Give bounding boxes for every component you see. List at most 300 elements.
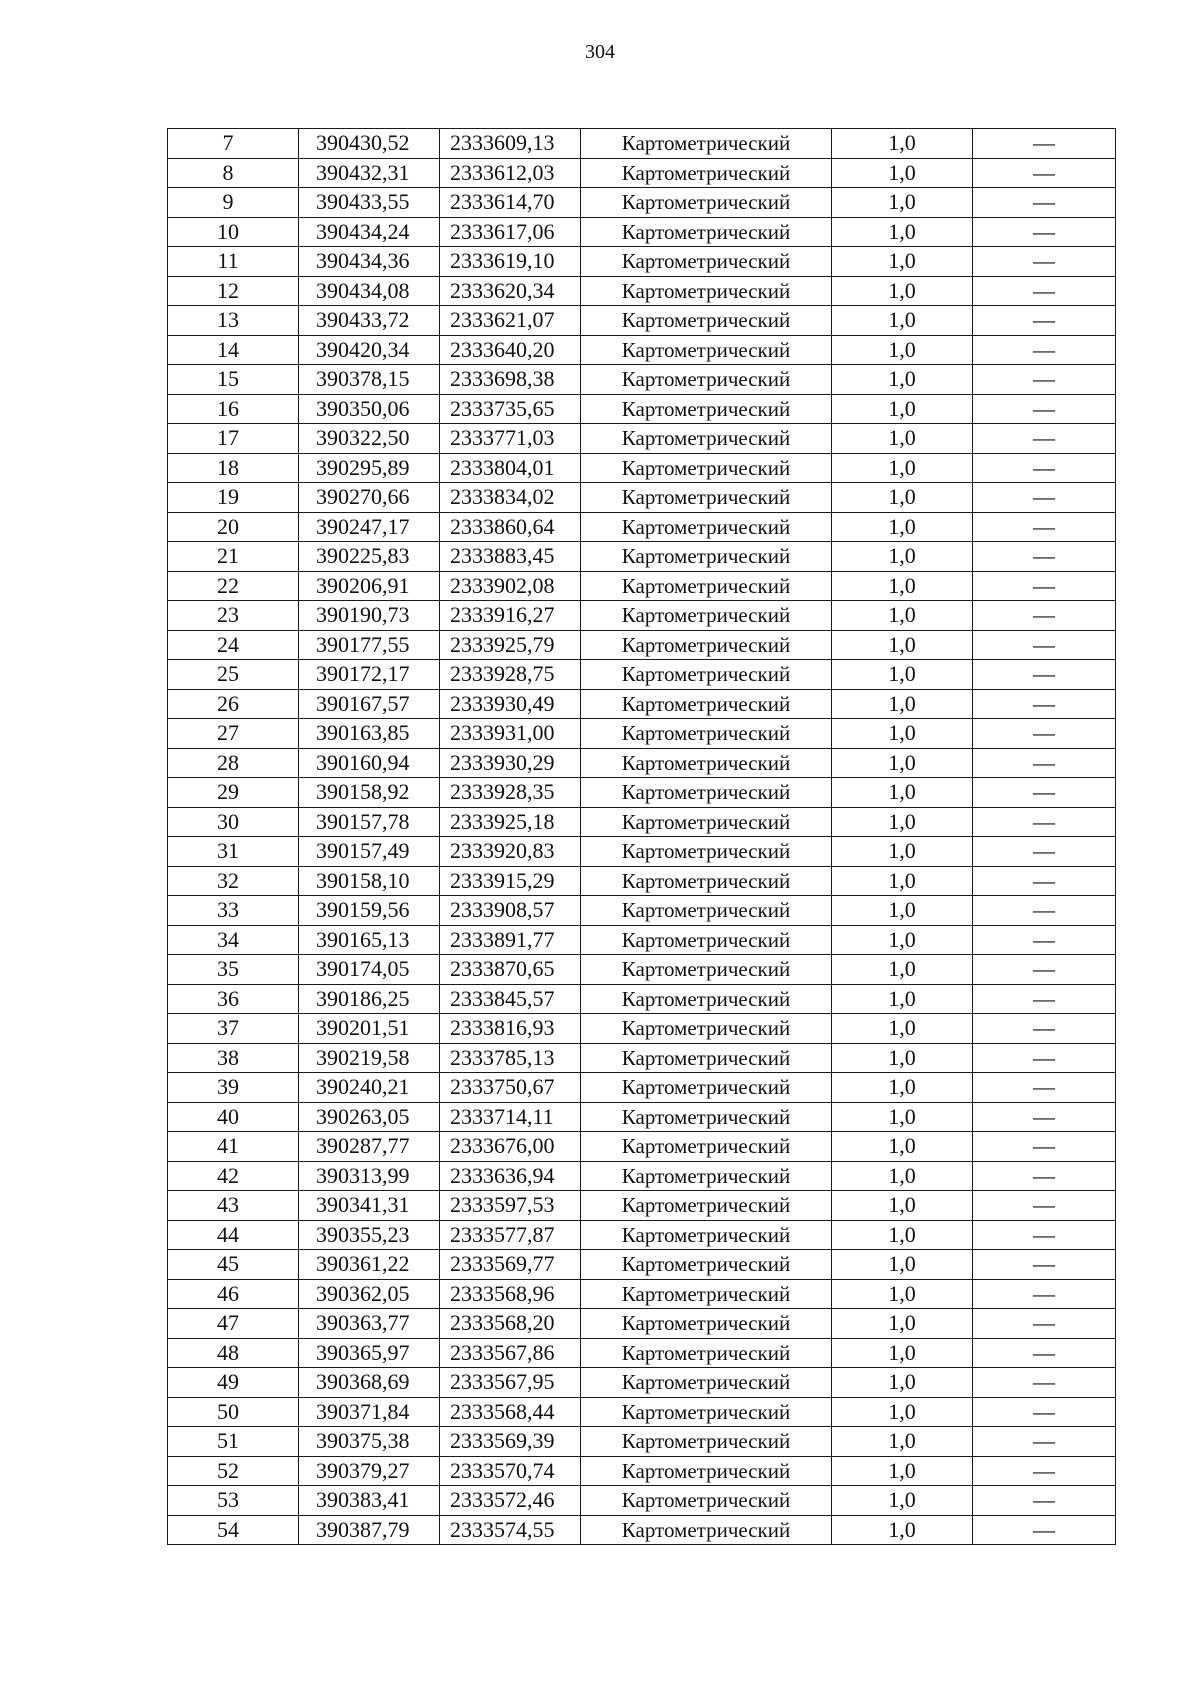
point-number-cell: 16 [168,394,299,424]
accuracy-cell: 1,0 [832,306,973,336]
x-coordinate-cell: 390350,06 [299,394,440,424]
note-cell: — [973,542,1116,572]
method-cell: Картометрический [581,984,832,1014]
accuracy-cell: 1,0 [832,1338,973,1368]
point-number-cell: 54 [168,1515,299,1545]
coordinates-table-body [168,129,1116,1545]
method-cell: Картометрический [581,512,832,542]
accuracy-cell: 1,0 [832,837,973,867]
x-coordinate-cell: 390158,10 [299,866,440,896]
method-cell: Картометрический [581,306,832,336]
note-cell: — [973,1220,1116,1250]
table-row [168,217,1116,247]
note-cell: — [973,1073,1116,1103]
table-row [168,719,1116,749]
method-cell: Картометрический [581,748,832,778]
note-cell: — [973,601,1116,631]
note-cell: — [973,1043,1116,1073]
method-cell: Картометрический [581,1220,832,1250]
note-cell: — [973,424,1116,454]
x-coordinate-cell: 390167,57 [299,689,440,719]
note-cell: — [973,984,1116,1014]
point-number-cell: 34 [168,925,299,955]
y-coordinate-cell: 2333870,65 [440,955,581,985]
y-coordinate-cell: 2333612,03 [440,158,581,188]
y-coordinate-cell: 2333883,45 [440,542,581,572]
table-row [168,630,1116,660]
table-row [168,1191,1116,1221]
point-number-cell: 31 [168,837,299,867]
note-cell: — [973,896,1116,926]
table-row [168,542,1116,572]
accuracy-cell: 1,0 [832,247,973,277]
x-coordinate-cell: 390433,55 [299,188,440,218]
method-cell: Картометрический [581,630,832,660]
point-number-cell: 39 [168,1073,299,1103]
accuracy-cell: 1,0 [832,1486,973,1516]
accuracy-cell: 1,0 [832,1102,973,1132]
note-cell: — [973,660,1116,690]
y-coordinate-cell: 2333567,95 [440,1368,581,1398]
method-cell: Картометрический [581,1132,832,1162]
x-coordinate-cell: 390186,25 [299,984,440,1014]
y-coordinate-cell: 2333771,03 [440,424,581,454]
method-cell: Картометрический [581,1486,832,1516]
accuracy-cell: 1,0 [832,1132,973,1162]
y-coordinate-cell: 2333931,00 [440,719,581,749]
y-coordinate-cell: 2333860,64 [440,512,581,542]
x-coordinate-cell: 390174,05 [299,955,440,985]
y-coordinate-cell: 2333619,10 [440,247,581,277]
table-row [168,306,1116,336]
point-number-cell: 18 [168,453,299,483]
y-coordinate-cell: 2333568,20 [440,1309,581,1339]
x-coordinate-cell: 390225,83 [299,542,440,572]
method-cell: Картометрический [581,955,832,985]
point-number-cell: 30 [168,807,299,837]
note-cell: — [973,1486,1116,1516]
point-number-cell: 49 [168,1368,299,1398]
point-number-cell: 32 [168,866,299,896]
note-cell: — [973,1427,1116,1457]
table-row [168,1014,1116,1044]
x-coordinate-cell: 390379,27 [299,1456,440,1486]
method-cell: Картометрический [581,335,832,365]
method-cell: Картометрический [581,1309,832,1339]
accuracy-cell: 1,0 [832,1014,973,1044]
y-coordinate-cell: 2333908,57 [440,896,581,926]
point-number-cell: 14 [168,335,299,365]
method-cell: Картометрический [581,365,832,395]
note-cell: — [973,837,1116,867]
table-row [168,1397,1116,1427]
note-cell: — [973,276,1116,306]
y-coordinate-cell: 2333617,06 [440,217,581,247]
method-cell: Картометрический [581,1515,832,1545]
y-coordinate-cell: 2333621,07 [440,306,581,336]
y-coordinate-cell: 2333785,13 [440,1043,581,1073]
table-row [168,660,1116,690]
note-cell: — [973,689,1116,719]
note-cell: — [973,719,1116,749]
y-coordinate-cell: 2333640,20 [440,335,581,365]
x-coordinate-cell: 390434,08 [299,276,440,306]
point-number-cell: 10 [168,217,299,247]
point-number-cell: 20 [168,512,299,542]
note-cell: — [973,453,1116,483]
note-cell: — [973,1132,1116,1162]
table-row [168,1309,1116,1339]
x-coordinate-cell: 390365,97 [299,1338,440,1368]
note-cell: — [973,483,1116,513]
y-coordinate-cell: 2333834,02 [440,483,581,513]
point-number-cell: 17 [168,424,299,454]
table-row [168,1250,1116,1280]
accuracy-cell: 1,0 [832,807,973,837]
accuracy-cell: 1,0 [832,719,973,749]
accuracy-cell: 1,0 [832,276,973,306]
x-coordinate-cell: 390362,05 [299,1279,440,1309]
accuracy-cell: 1,0 [832,748,973,778]
table-row [168,276,1116,306]
x-coordinate-cell: 390433,72 [299,306,440,336]
y-coordinate-cell: 2333916,27 [440,601,581,631]
accuracy-cell: 1,0 [832,571,973,601]
table-row [168,365,1116,395]
coordinates-table [167,128,1116,1545]
point-number-cell: 35 [168,955,299,985]
note-cell: — [973,1250,1116,1280]
x-coordinate-cell: 390157,49 [299,837,440,867]
method-cell: Картометрический [581,866,832,896]
method-cell: Картометрический [581,1014,832,1044]
page-number: 304 [585,41,615,63]
table-row [168,1427,1116,1457]
x-coordinate-cell: 390190,73 [299,601,440,631]
note-cell: — [973,394,1116,424]
y-coordinate-cell: 2333816,93 [440,1014,581,1044]
accuracy-cell: 1,0 [832,1368,973,1398]
method-cell: Картометрический [581,660,832,690]
x-coordinate-cell: 390247,17 [299,512,440,542]
table-row [168,1161,1116,1191]
note-cell: — [973,807,1116,837]
table-row [168,1220,1116,1250]
method-cell: Картометрический [581,1427,832,1457]
point-number-cell: 41 [168,1132,299,1162]
x-coordinate-cell: 390313,99 [299,1161,440,1191]
point-number-cell: 15 [168,365,299,395]
note-cell: — [973,1368,1116,1398]
accuracy-cell: 1,0 [832,896,973,926]
note-cell: — [973,1309,1116,1339]
accuracy-cell: 1,0 [832,512,973,542]
note-cell: — [973,129,1116,159]
accuracy-cell: 1,0 [832,335,973,365]
method-cell: Картометрический [581,1102,832,1132]
table-row [168,1456,1116,1486]
accuracy-cell: 1,0 [832,188,973,218]
accuracy-cell: 1,0 [832,1515,973,1545]
note-cell: — [973,306,1116,336]
y-coordinate-cell: 2333891,77 [440,925,581,955]
x-coordinate-cell: 390361,22 [299,1250,440,1280]
method-cell: Картометрический [581,158,832,188]
method-cell: Картометрический [581,247,832,277]
point-number-cell: 22 [168,571,299,601]
accuracy-cell: 1,0 [832,542,973,572]
x-coordinate-cell: 390434,36 [299,247,440,277]
accuracy-cell: 1,0 [832,424,973,454]
method-cell: Картометрический [581,483,832,513]
table-row [168,483,1116,513]
point-number-cell: 11 [168,247,299,277]
y-coordinate-cell: 2333676,00 [440,1132,581,1162]
y-coordinate-cell: 2333569,77 [440,1250,581,1280]
x-coordinate-cell: 390322,50 [299,424,440,454]
y-coordinate-cell: 2333930,49 [440,689,581,719]
method-cell: Картометрический [581,1043,832,1073]
accuracy-cell: 1,0 [832,1456,973,1486]
y-coordinate-cell: 2333735,65 [440,394,581,424]
method-cell: Картометрический [581,896,832,926]
table-row [168,1102,1116,1132]
table-row [168,571,1116,601]
accuracy-cell: 1,0 [832,689,973,719]
point-number-cell: 42 [168,1161,299,1191]
method-cell: Картометрический [581,394,832,424]
note-cell: — [973,217,1116,247]
table-row [168,807,1116,837]
y-coordinate-cell: 2333597,53 [440,1191,581,1221]
point-number-cell: 36 [168,984,299,1014]
method-cell: Картометрический [581,778,832,808]
point-number-cell: 23 [168,601,299,631]
method-cell: Картометрический [581,453,832,483]
method-cell: Картометрический [581,807,832,837]
table-row [168,335,1116,365]
note-cell: — [973,1102,1116,1132]
x-coordinate-cell: 390363,77 [299,1309,440,1339]
y-coordinate-cell: 2333925,79 [440,630,581,660]
table-row [168,188,1116,218]
method-cell: Картометрический [581,719,832,749]
y-coordinate-cell: 2333750,67 [440,1073,581,1103]
accuracy-cell: 1,0 [832,630,973,660]
accuracy-cell: 1,0 [832,1191,973,1221]
x-coordinate-cell: 390432,31 [299,158,440,188]
point-number-cell: 24 [168,630,299,660]
accuracy-cell: 1,0 [832,158,973,188]
point-number-cell: 53 [168,1486,299,1516]
note-cell: — [973,158,1116,188]
table-row [168,748,1116,778]
method-cell: Картометрический [581,1338,832,1368]
note-cell: — [973,748,1116,778]
table-row [168,1073,1116,1103]
method-cell: Картометрический [581,1073,832,1103]
x-coordinate-cell: 390160,94 [299,748,440,778]
table-row [168,247,1116,277]
x-coordinate-cell: 390157,78 [299,807,440,837]
y-coordinate-cell: 2333920,83 [440,837,581,867]
note-cell: — [973,1515,1116,1545]
x-coordinate-cell: 390341,31 [299,1191,440,1221]
x-coordinate-cell: 390420,34 [299,335,440,365]
note-cell: — [973,630,1116,660]
y-coordinate-cell: 2333902,08 [440,571,581,601]
x-coordinate-cell: 390158,92 [299,778,440,808]
x-coordinate-cell: 390287,77 [299,1132,440,1162]
point-number-cell: 45 [168,1250,299,1280]
method-cell: Картометрический [581,1161,832,1191]
note-cell: — [973,188,1116,218]
method-cell: Картометрический [581,276,832,306]
note-cell: — [973,866,1116,896]
y-coordinate-cell: 2333574,55 [440,1515,581,1545]
accuracy-cell: 1,0 [832,129,973,159]
y-coordinate-cell: 2333928,35 [440,778,581,808]
method-cell: Картометрический [581,217,832,247]
x-coordinate-cell: 390355,23 [299,1220,440,1250]
y-coordinate-cell: 2333804,01 [440,453,581,483]
note-cell: — [973,955,1116,985]
accuracy-cell: 1,0 [832,483,973,513]
x-coordinate-cell: 390201,51 [299,1014,440,1044]
table-row [168,512,1116,542]
method-cell: Картометрический [581,925,832,955]
point-number-cell: 26 [168,689,299,719]
table-row [168,1132,1116,1162]
x-coordinate-cell: 390240,21 [299,1073,440,1103]
y-coordinate-cell: 2333620,34 [440,276,581,306]
note-cell: — [973,1161,1116,1191]
method-cell: Картометрический [581,601,832,631]
point-number-cell: 12 [168,276,299,306]
method-cell: Картометрический [581,689,832,719]
method-cell: Картометрический [581,1279,832,1309]
y-coordinate-cell: 2333698,38 [440,365,581,395]
accuracy-cell: 1,0 [832,866,973,896]
accuracy-cell: 1,0 [832,1073,973,1103]
y-coordinate-cell: 2333568,44 [440,1397,581,1427]
table-row [168,925,1116,955]
table-row [168,1338,1116,1368]
y-coordinate-cell: 2333577,87 [440,1220,581,1250]
note-cell: — [973,1338,1116,1368]
y-coordinate-cell: 2333614,70 [440,188,581,218]
table-row [168,1043,1116,1073]
table-row [168,896,1116,926]
table-row [168,601,1116,631]
table-row [168,837,1116,867]
accuracy-cell: 1,0 [832,984,973,1014]
point-number-cell: 43 [168,1191,299,1221]
point-number-cell: 29 [168,778,299,808]
note-cell: — [973,335,1116,365]
x-coordinate-cell: 390172,17 [299,660,440,690]
method-cell: Картометрический [581,129,832,159]
table-row [168,689,1116,719]
accuracy-cell: 1,0 [832,955,973,985]
point-number-cell: 50 [168,1397,299,1427]
point-number-cell: 21 [168,542,299,572]
point-number-cell: 9 [168,188,299,218]
x-coordinate-cell: 390163,85 [299,719,440,749]
point-number-cell: 25 [168,660,299,690]
note-cell: — [973,925,1116,955]
note-cell: — [973,1279,1116,1309]
accuracy-cell: 1,0 [832,1043,973,1073]
note-cell: — [973,1456,1116,1486]
x-coordinate-cell: 390206,91 [299,571,440,601]
method-cell: Картометрический [581,837,832,867]
y-coordinate-cell: 2333568,96 [440,1279,581,1309]
table-row [168,1368,1116,1398]
table-row [168,129,1116,159]
method-cell: Картометрический [581,424,832,454]
point-number-cell: 51 [168,1427,299,1457]
accuracy-cell: 1,0 [832,1220,973,1250]
method-cell: Картометрический [581,1368,832,1398]
method-cell: Картометрический [581,1397,832,1427]
y-coordinate-cell: 2333928,75 [440,660,581,690]
x-coordinate-cell: 390371,84 [299,1397,440,1427]
table-row [168,394,1116,424]
y-coordinate-cell: 2333845,57 [440,984,581,1014]
accuracy-cell: 1,0 [832,394,973,424]
point-number-cell: 33 [168,896,299,926]
point-number-cell: 48 [168,1338,299,1368]
accuracy-cell: 1,0 [832,1279,973,1309]
note-cell: — [973,247,1116,277]
point-number-cell: 44 [168,1220,299,1250]
note-cell: — [973,1191,1116,1221]
table-row [168,984,1116,1014]
point-number-cell: 47 [168,1309,299,1339]
accuracy-cell: 1,0 [832,217,973,247]
x-coordinate-cell: 390219,58 [299,1043,440,1073]
y-coordinate-cell: 2333570,74 [440,1456,581,1486]
table-row [168,955,1116,985]
x-coordinate-cell: 390263,05 [299,1102,440,1132]
note-cell: — [973,1014,1116,1044]
table-row [168,158,1116,188]
point-number-cell: 27 [168,719,299,749]
accuracy-cell: 1,0 [832,1427,973,1457]
x-coordinate-cell: 390383,41 [299,1486,440,1516]
point-number-cell: 7 [168,129,299,159]
point-number-cell: 28 [168,748,299,778]
accuracy-cell: 1,0 [832,660,973,690]
x-coordinate-cell: 390295,89 [299,453,440,483]
method-cell: Картометрический [581,1250,832,1280]
y-coordinate-cell: 2333572,46 [440,1486,581,1516]
table-row [168,1486,1116,1516]
y-coordinate-cell: 2333609,13 [440,129,581,159]
x-coordinate-cell: 390378,15 [299,365,440,395]
y-coordinate-cell: 2333915,29 [440,866,581,896]
method-cell: Картометрический [581,1456,832,1486]
note-cell: — [973,365,1116,395]
table-row [168,424,1116,454]
y-coordinate-cell: 2333925,18 [440,807,581,837]
y-coordinate-cell: 2333567,86 [440,1338,581,1368]
table-row [168,453,1116,483]
x-coordinate-cell: 390368,69 [299,1368,440,1398]
method-cell: Картометрический [581,188,832,218]
y-coordinate-cell: 2333714,11 [440,1102,581,1132]
